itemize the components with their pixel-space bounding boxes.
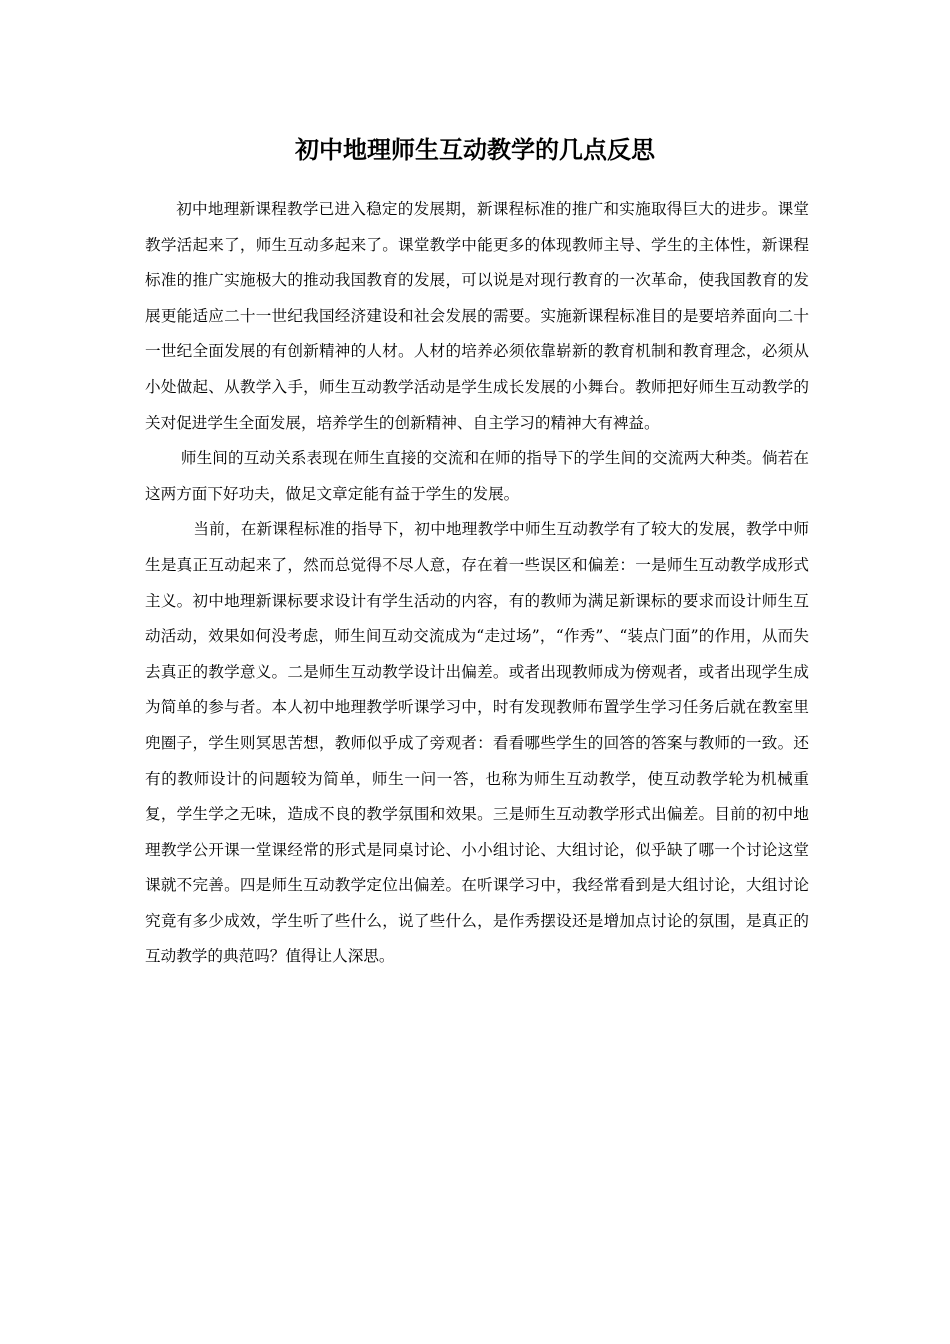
document-body xyxy=(145,192,809,975)
paragraph-intro: 初中地理新课程教学已进入稳定的发展期，新课程标准的推广和实施取得巨大的进步。课堂教学活起来了，师生互动多起来了。课堂教学中能更多的体现教师主导、学生的主体性，新课程标准的推广实施极大的推动我国教育的发展，可以说是对现行教育的一次革命，使我国教育的发展更能适应二十一世纪我国经济建设和社会发展的需要。实施新课程标准目的是要培养面向二十一世纪全面发展的有创新精神的人材。人材的培养必须依靠崭新的教育机制和教育理念，必须从小处做起、从教学入手，师生互动教学活动是学生成长发展的小舞台。教师把好师生互动教学的关对促进学生全面发展，培养学生的创新精神、自主学习的精神大有裨益。 xyxy=(145,200,809,432)
paragraph-current-issues: 当前，在新课程标准的指导下，初中地理教学中师生互动教学有了较大的发展，教学中师生是真正互动起来了，然而总觉得不尽人意，存在着一些误区和偏差：一是师生互动教学成形式主义。初中地理新课标要求设计有学生活动的内容，有的教师为满足新课标的要求而设计师生互动活动，效果如何没考虑，师生间互动交流成为“走过场”，“作秀”、“装点门面”的作用，从而失去真正的教学意义。二是师生互动教学设计出偏差。或者出现教师成为傍观者，或者出现学生成为简单的参与者。本人初中地理教学听课学习中，时有发现教师布置学生学习任务后就在教室里兜圈子，学生则冥思苦想，教师似乎成了旁观者：看看哪些学生的回答的答案与教师的一致。还有的教师设计的问题较为简单，师生一问一答，也称为师生互动教学，使互动教学轮为机械重复，学生学之无味，造成不良的教学氛围和效果。三是师生互动教学形式出偏差。目前的初中地理教学公开课一堂课经常的形式是同桌讨论、小小组讨论、大组讨论，似乎缺了哪一个讨论这堂课就不完善。四是师生互动教学定位出偏差。在听课学习中，我经常看到是大组讨论，大组讨论究竟有多少成效，学生听了些什么，说了些什么，是作秀摆设还是增加点讨论的氛围，是真正的互动教学的典范吗？值得让人深思。 xyxy=(145,520,809,966)
paragraph-interaction-types: 师生间的互动关系表现在师生直接的交流和在师的指导下的学生间的交流两大种类。倘若在这两方面下好功夫，做足文章定能有益于学生的发展。 xyxy=(145,449,809,503)
document-title: 初中地理师生互动教学的几点反思 xyxy=(295,136,655,164)
